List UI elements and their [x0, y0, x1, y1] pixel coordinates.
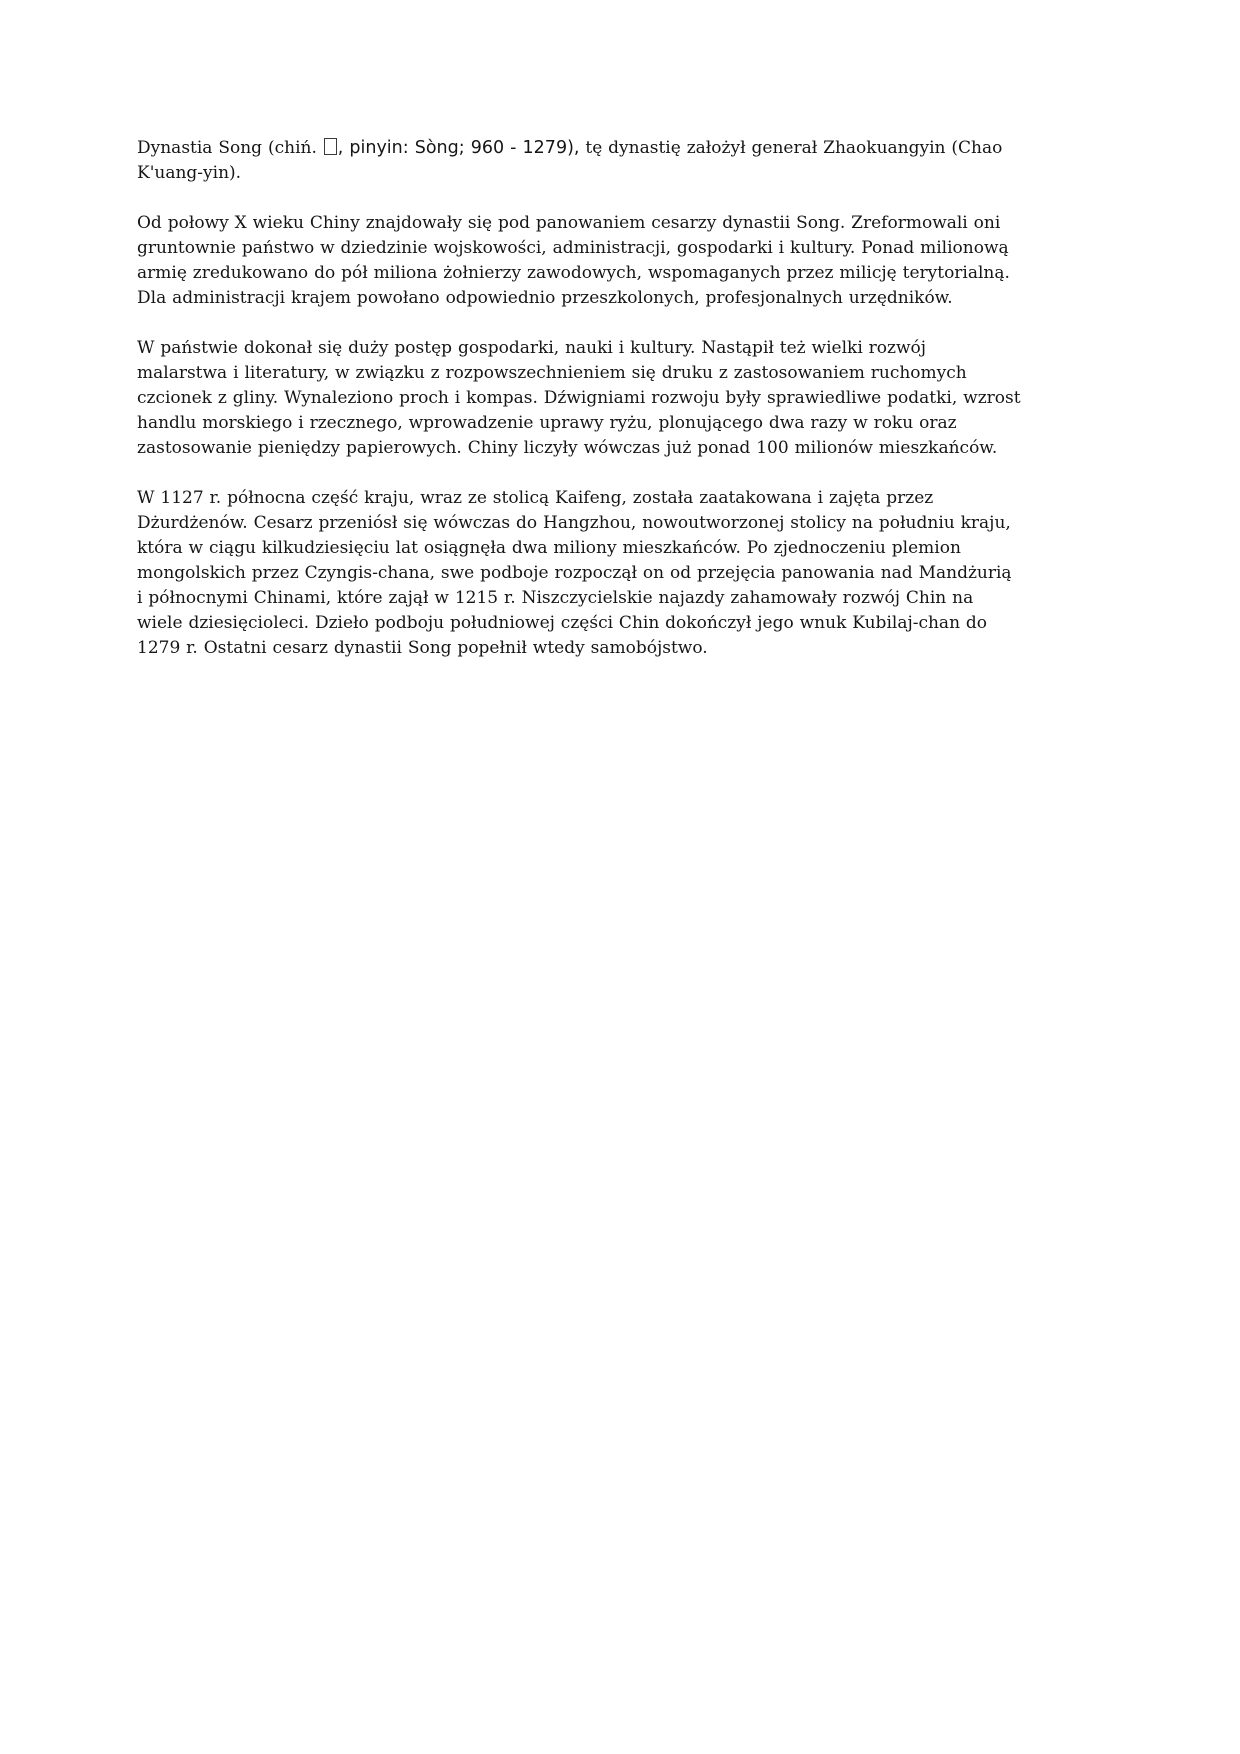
intro-text-before-glyph: Dynastia Song (chiń. [137, 138, 323, 158]
paragraph-song-rule: Od połowy X wieku Chiny znajdowały się pod panowaniem cesarzy dynastii Song. Zreformowali oni gruntownie państwo w dziedzinie wojskowości, administracji, gospodarki i kultury. Ponad milionową armię zredukowano do pół miliona żołnierzy zawodowych, wspomaganych przez milicję terytorialną. Dla administracji krajem powołano odpowiednio przeszkolonych, profesjonalnych urzędników. [137, 213, 1010, 308]
document-text-block [137, 136, 1022, 661]
intro-pinyin-segment: , pinyin: Sòng; 960 - 1279), [337, 138, 580, 158]
paragraph-progress: W państwie dokonał się duży postęp gospodarki, nauki i kultury. Nastąpił też wielki rozwój malarstwa i literatury, w związku z rozpowszechnieniem się druku z zastosowaniem ruchomych czcionek z gliny. Wynaleziono proch i kompas. Dźwigniami rozwoju były sprawiedliwe podatki, wzrost handlu morskiego i rzecznego, wprowadzenie uprawy ryżu, plonującego dwa razy w roku oraz zastosowanie pieniędzy papierowych. Chiny liczyły wówczas już ponad 100 milionów mieszkańców. [137, 338, 1021, 458]
paragraph-intro [137, 136, 1022, 186]
cjk-missing-glyph-box [324, 138, 337, 155]
intro-text-after-glyph: tę dynastię założył generał Zhaokuangyin (Chao K'uang-yin). [137, 138, 1003, 183]
paragraph-fall: W 1127 r. północna część kraju, wraz ze stolicą Kaifeng, została zaatakowana i zajęta przez Dżurdżenów. Cesarz przeniósł się wówczas do Hangzhou, nowoutworzonej stolicy na południu kraju, która w ciągu kilkudziesięciu lat osiągnęła dwa miliony mieszkańców. Po zjednoczeniu plemion mongolskich przez Czyngis-chana, swe podboje rozpoczął on od przejęcia panowania nad Mandżurią i północnymi Chinami, które zajął w 1215 r. Niszczycielskie najazdy zahamowały rozwój Chin na wiele dziesięcioleci. Dzieło podboju południowej części Chin dokończył jego wnuk Kubilaj-chan do 1279 r. Ostatni cesarz dynastii Song popełnił wtedy samobójstwo. [137, 488, 1012, 658]
